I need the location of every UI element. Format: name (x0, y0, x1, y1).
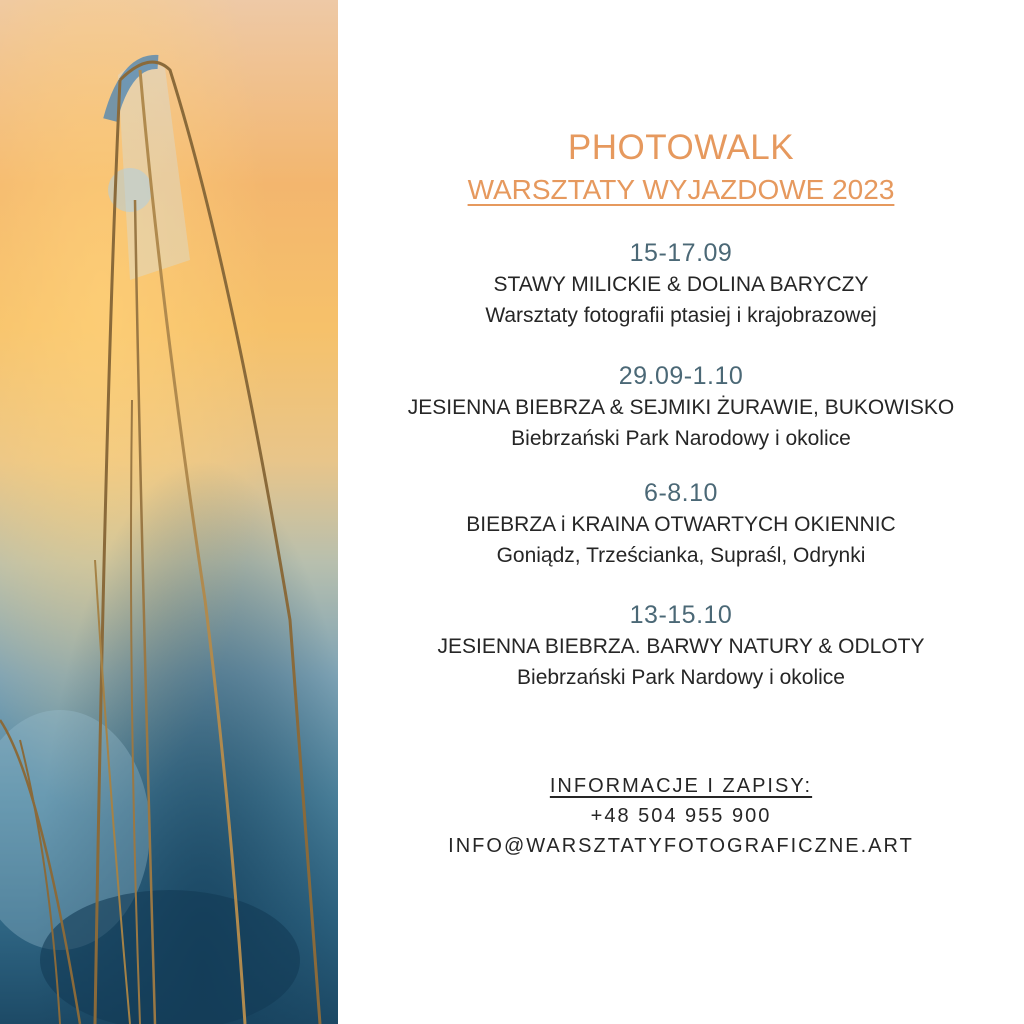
grass-dew-photo (0, 0, 338, 1024)
event-item (338, 238, 1024, 330)
event-item (338, 478, 1024, 570)
event-date: 6-8.10 (644, 479, 718, 507)
event-name: JESIENNA BIEBRZA. BARWY NATURY & ODLOTY (437, 635, 925, 658)
event-description: Goniądz, Trześcianka, Supraśl, Odrynki (496, 544, 866, 567)
event-name: STAWY MILICKIE & DOLINA BARYCZY (493, 273, 869, 296)
event-date: 15-17.09 (629, 239, 733, 267)
event-date: 29.09-1.10 (618, 362, 744, 390)
event-description: Warsztaty fotografii ptasiej i krajobrazowej (485, 304, 877, 327)
event-date: 13-15.10 (629, 601, 733, 629)
event-item (338, 361, 1024, 453)
subtitle-text: WARSZTATY WYJAZDOWE 2023 (467, 174, 895, 205)
contact-block (338, 772, 1024, 860)
event-item (338, 600, 1024, 692)
contact-heading (338, 772, 1024, 800)
event-name: JESIENNA BIEBRZA & SEJMIKI ŻURAWIE, BUKOWISKO (407, 396, 955, 419)
info-panel (338, 0, 1024, 1024)
poster-title: PHOTOWALK (567, 128, 795, 167)
event-name: BIEBRZA i KRAINA OTWARTYCH OKIENNIC (466, 513, 896, 536)
contact-heading-text: INFORMACJE I ZAPISY: (549, 775, 813, 797)
contact-phone: +48 504 955 900 (590, 805, 772, 827)
contact-email: INFO@WARSZTATYFOTOGRAFICZNE.ART (448, 835, 914, 857)
event-description: Biebrzański Park Narodowy i okolice (511, 427, 851, 450)
event-description: Biebrzański Park Nardowy i okolice (517, 666, 845, 689)
poster-subtitle (338, 173, 1024, 207)
